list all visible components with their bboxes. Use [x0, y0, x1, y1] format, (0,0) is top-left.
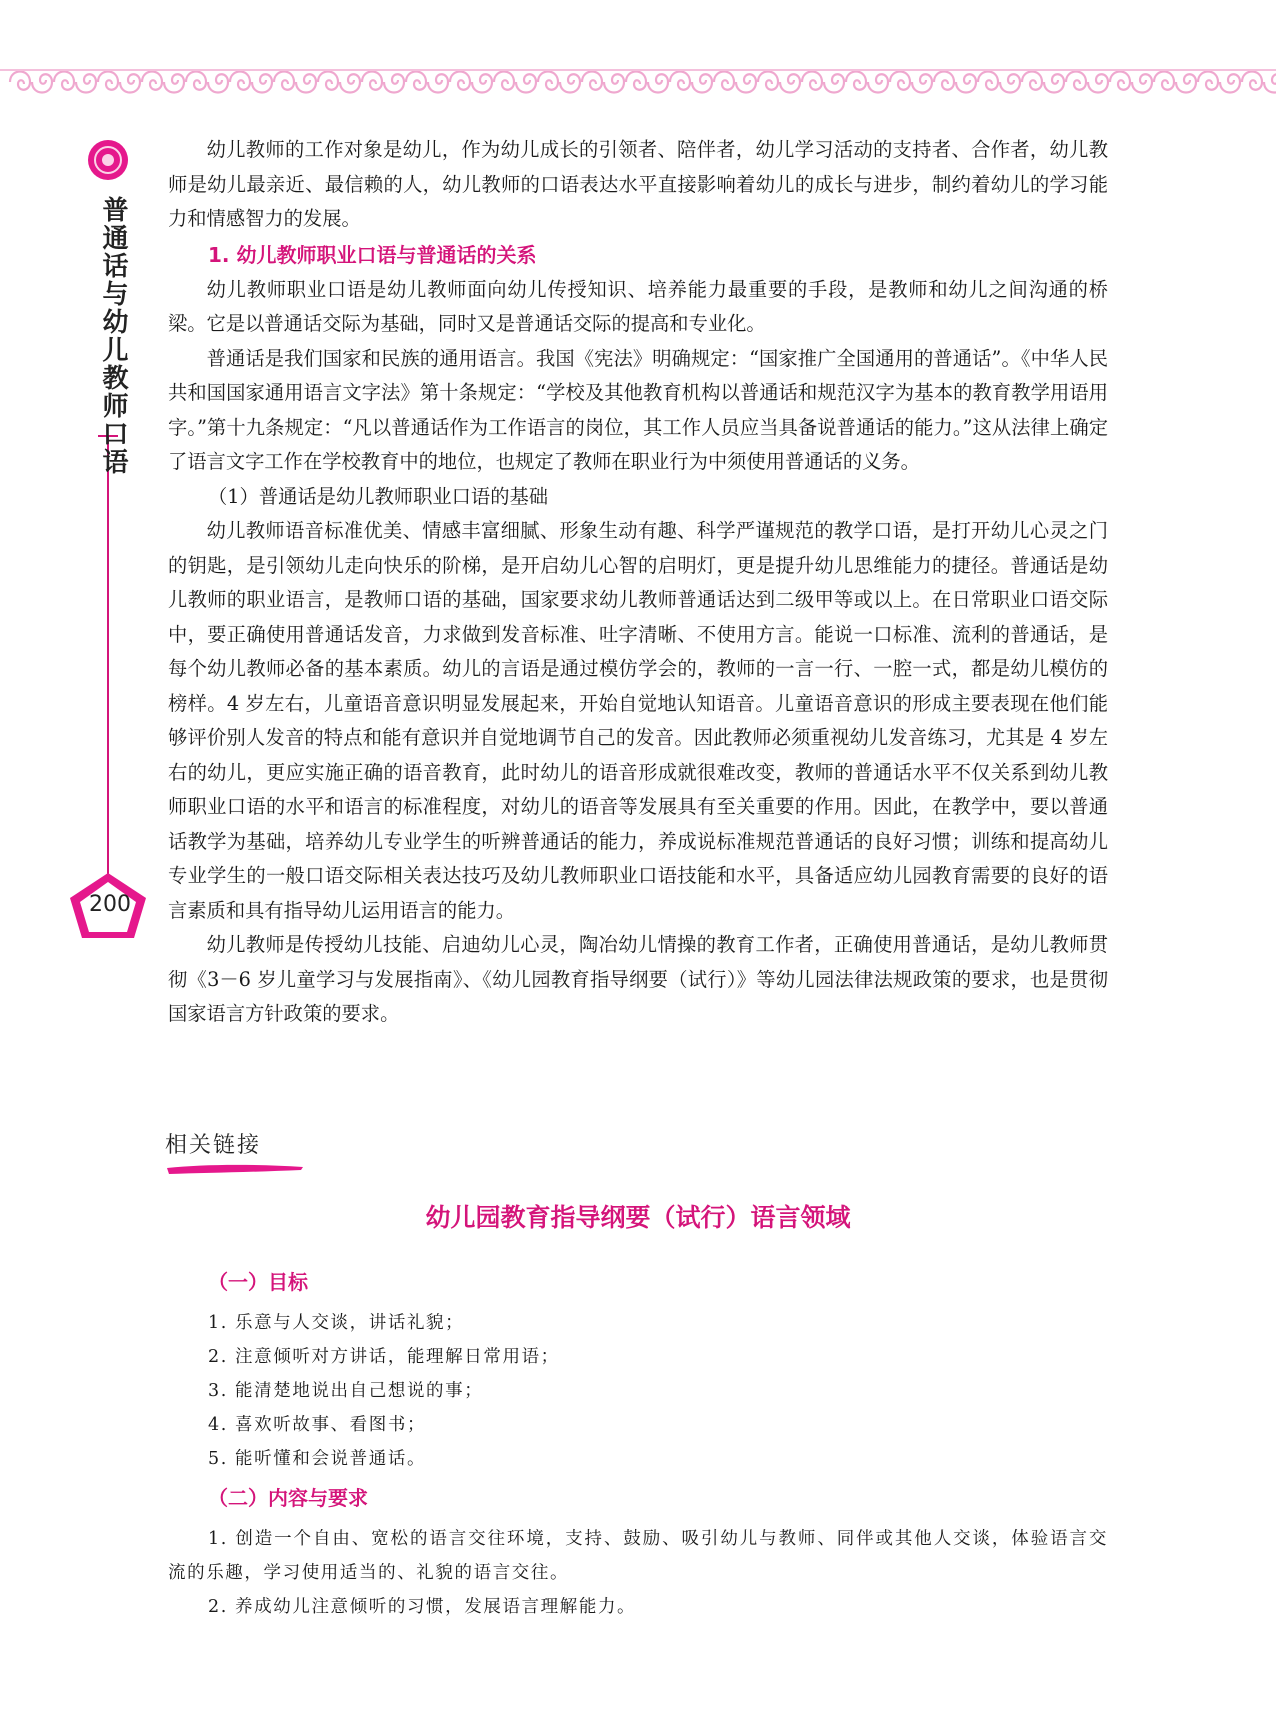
paragraph: 幼儿教师是传授幼儿技能、启迪幼儿心灵，陶冶幼儿情操的教育工作者，正确使用普通话，是幼儿教师贯彻《3－6 岁儿童学习与发展指南》、《幼儿园教育指导纲要（试行）》等幼儿园法律法规政策的要求，也是贯彻国家语言方针政策的要求。 [168, 933, 1108, 1025]
list-item: 2. 注意倾听对方讲话，能理解日常用语； [208, 1347, 560, 1367]
list-item: 1. 乐意与人交谈，讲话礼貌； [208, 1313, 465, 1333]
section-heading: 1. 幼儿教师职业口语与普通话的关系 [208, 242, 537, 267]
sidebar [62, 140, 152, 960]
paragraph: 幼儿教师职业口语是幼儿教师面向幼儿传授知识、培养能力最重要的手段，是教师和幼儿之间沟通的桥梁。它是以普通话交际为基础，同时又是普通话交际的提高和专业化。 [168, 277, 1108, 335]
list-item: 4. 喜欢听故事、看图书； [208, 1415, 427, 1435]
list-item: 3. 能清楚地说出自己想说的事； [208, 1381, 484, 1401]
book-title-vertical: 普通话与幼儿教师口语 [98, 196, 128, 476]
subheading: （1）普通话是幼儿教师职业口语的基础 [208, 484, 549, 508]
page-number: 200 [89, 891, 131, 917]
excerpt-title: 幼儿园教育指导纲要（试行）语言领域 [425, 1203, 851, 1232]
related-links-label: 相关链接 [165, 1133, 262, 1158]
paragraph: 幼儿教师的工作对象是幼儿，作为幼儿成长的引领者、陪伴者，幼儿学习活动的支持者、合作者，幼儿教师是幼儿最亲近、最信赖的人，幼儿教师的口语表达水平直接影响着幼儿的成长与进步，制约着幼儿的学习能力和情感智力的发展。 [168, 138, 1108, 230]
section-heading: （二）内容与要求 [208, 1486, 368, 1510]
paragraph: 普通话是我们国家和民族的通用语言。我国《宪法》明确规定：“国家推广全国通用的普通话”。《中华人民共和国国家通用语言文字法》第十条规定：“学校及其他教育机构以普通话和规范汉字为基本的教育教学用语用字。”第十九条规定：“凡以普通话作为工作语言的岗位，其工作人员应当具备说普通话的能力。”这从法律上确定了语言文字工作在学校教育中的地位，也规定了教师在职业行为中须使用普通话的义务。 [168, 346, 1108, 473]
brush-stroke-underline [165, 1162, 305, 1176]
main-content [168, 133, 1108, 1032]
related-links-tag [165, 1128, 325, 1178]
decorative-border-band [0, 0, 1276, 110]
outline-excerpt [168, 1198, 1108, 1624]
list-item: 2. 养成幼儿注意倾听的习惯，发展语言理解能力。 [208, 1597, 637, 1617]
list-item: 1. 创造一个自由、宽松的语言交往环境，支持、鼓励、吸引幼儿与教师、同伴或其他人交谈，体验语言交流的乐趣，学习使用适当的、礼貌的语言交往。 [168, 1529, 1108, 1583]
paragraph: 幼儿教师语音标准优美、情感丰富细腻、形象生动有趣、科学严谨规范的教学口语，是打开幼儿心灵之门的钥匙，是引领幼儿走向快乐的阶梯，是开启幼儿心智的启明灯，更是提升幼儿思维能力的捷径。普通话是幼儿教师的职业语言，是教师口语的基础，国家要求幼儿教师普通话达到二级甲等或以上。在日常职业口语交际中，要正确使用普通话发音，力求做到发音标准、吐字清晰、不使用方言。能说一口标准、流利的普通话，是每个幼儿教师必备的基本素质。幼儿的言语是通过模仿学会的，教师的一言一行、一腔一式，都是幼儿模仿的榜样。4 岁左右，儿童语音意识明显发展起来，开始自觉地认知语音。儿童语音意识的形成主要表现在他们能够评价别人发音的特点和能有意识并自觉地调节自己的发音。因此教师必须重视幼儿发音练习，尤其是 4 岁左右的幼儿，更应实施正确的语音教育，此时幼儿的语音形成就很难改变，教师的普通话水平不仅关系到幼儿教师职业口语的水平和语言的标准程度，对幼儿的语音等发展具有至关重要的作用。因此，在教学中，要以普通话教学为基础，培养幼儿专业学生的听辨普通话的能力，养成说标准规范普通话的良好习惯；训练和提高幼儿专业学生的一般口语交际相关表达技巧及幼儿教师职业口语技能和水平，具备适应幼儿园教育需要的良好的语言素质和具有指导幼儿运用语言的能力。 [168, 519, 1108, 922]
section-heading: （一）目标 [208, 1270, 308, 1294]
list-item: 5. 能听懂和会说普通话。 [208, 1449, 427, 1469]
